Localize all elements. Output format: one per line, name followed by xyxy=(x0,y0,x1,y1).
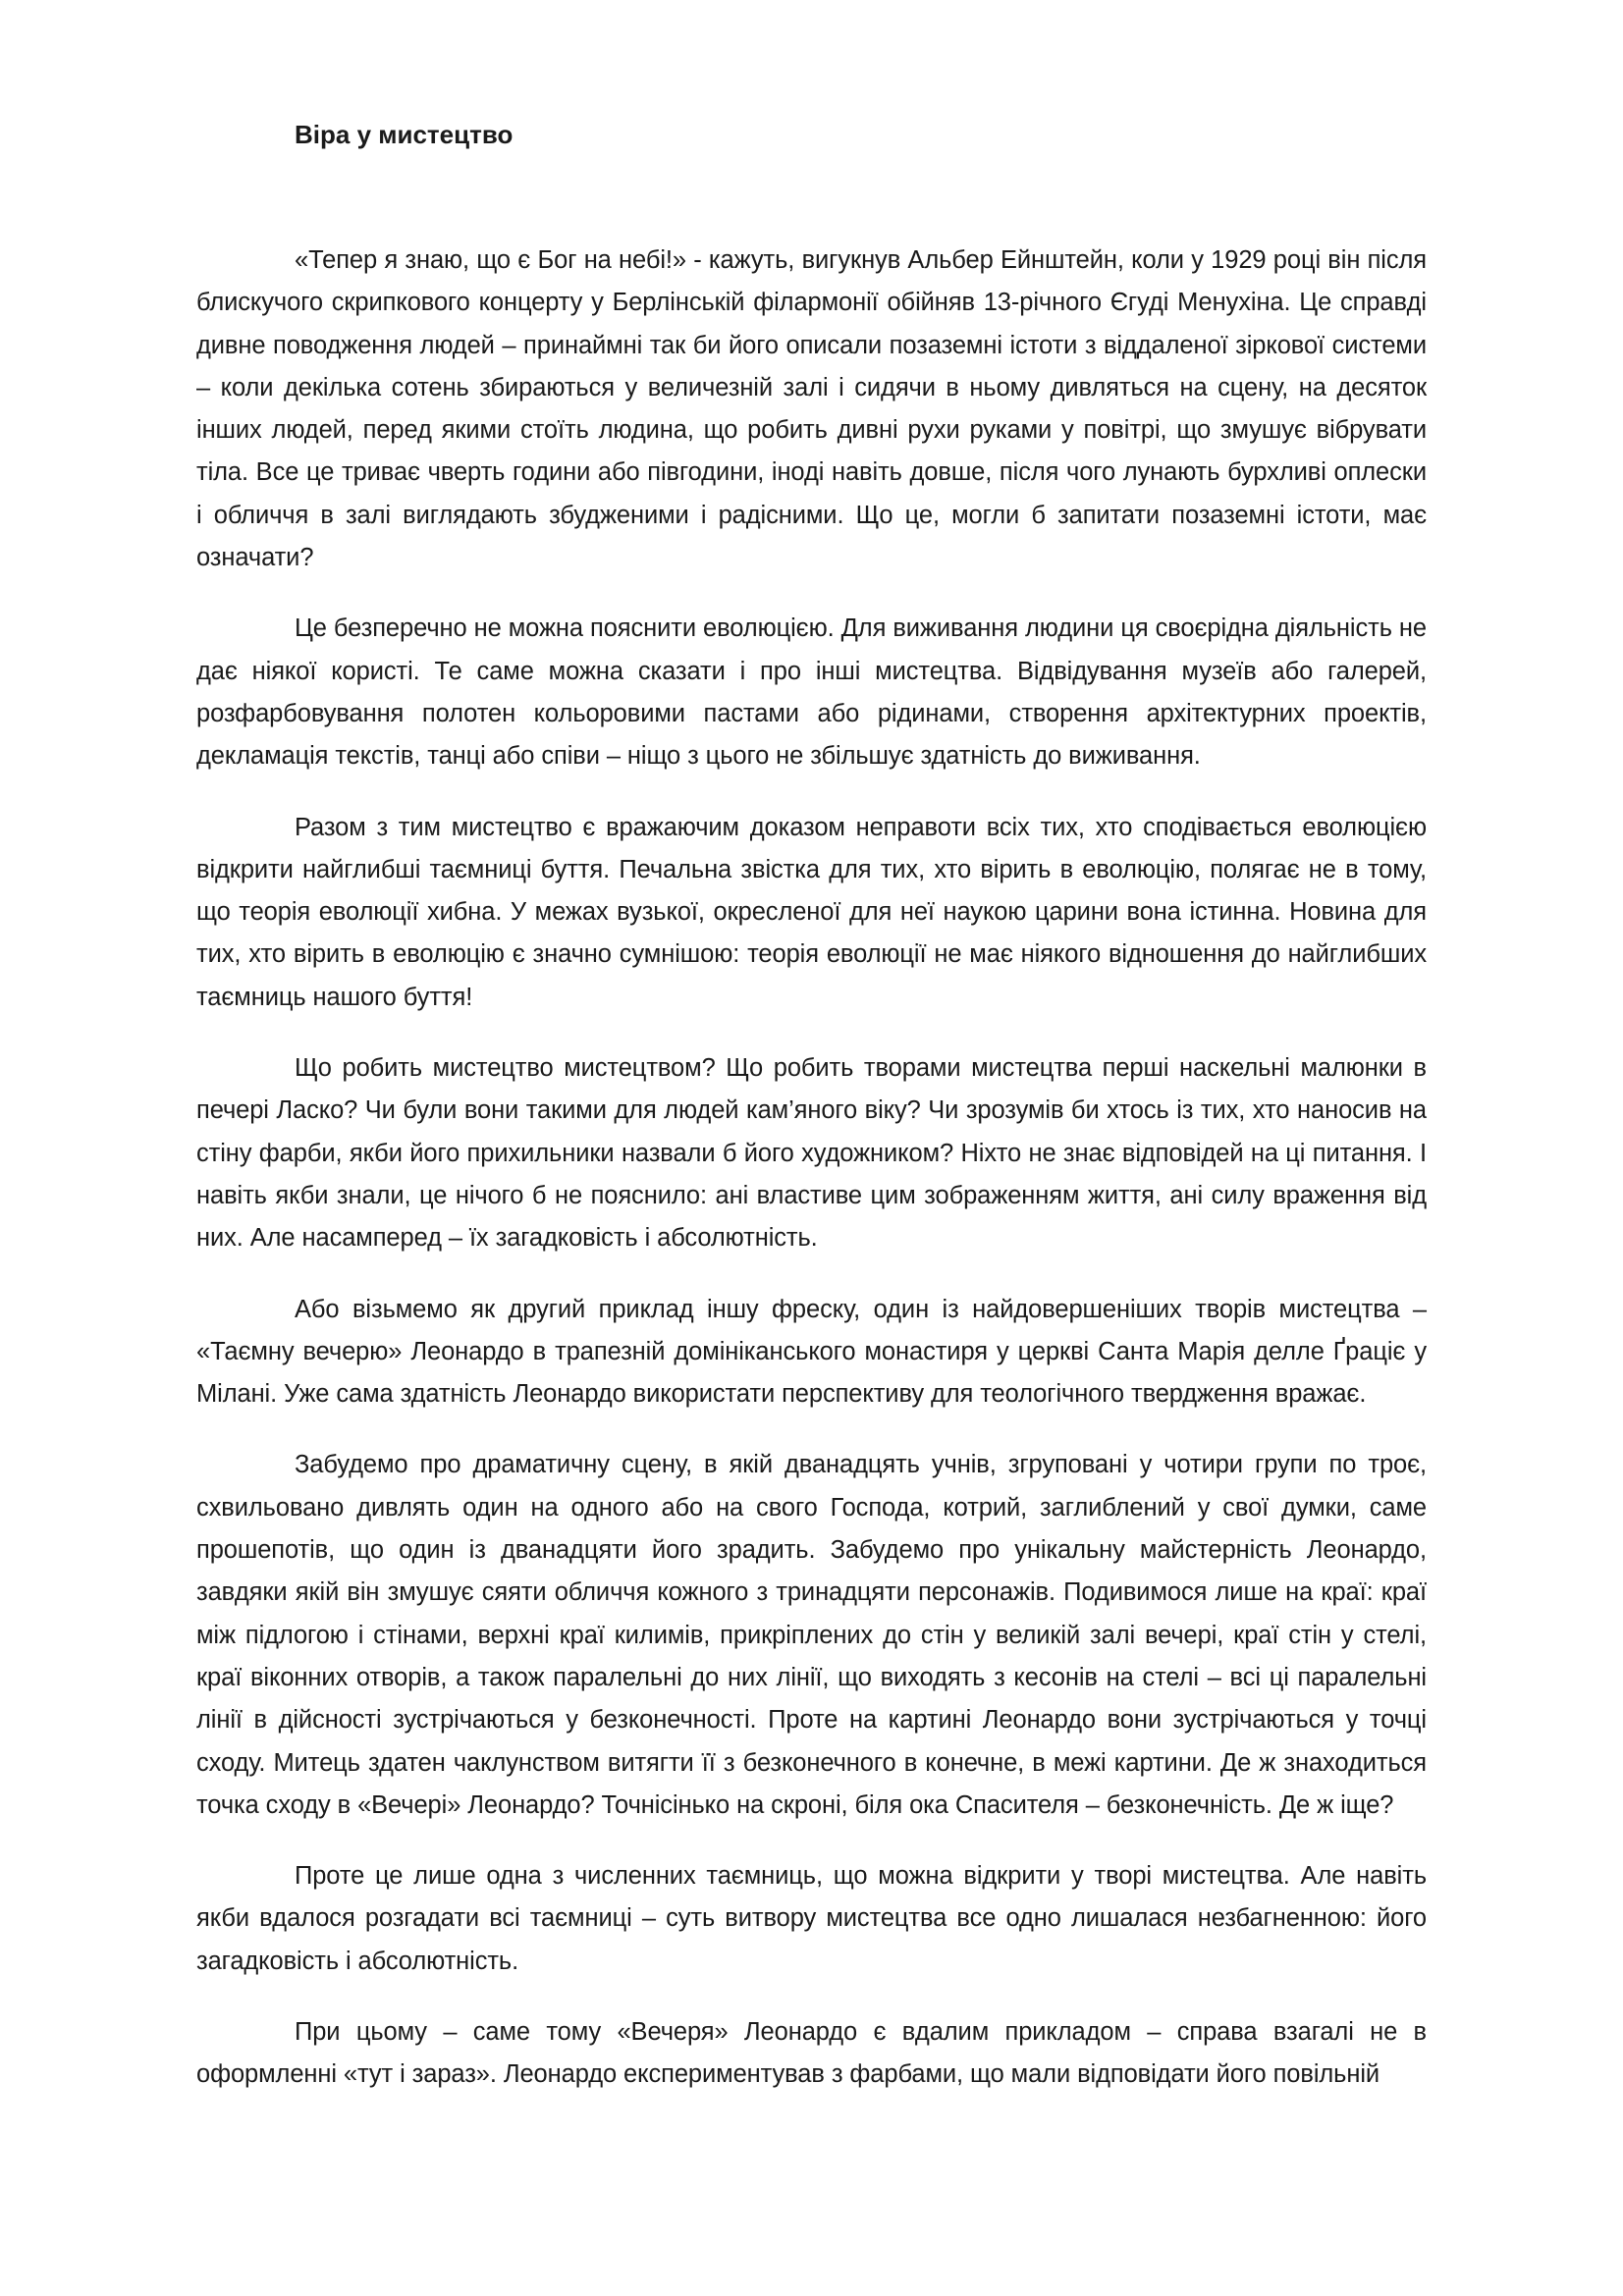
paragraph-4: Що робить мистецтво мистецтвом? Що робить творами мистецтва перші наскельні малюнки в печері Ласко? Чи були вони такими для людей кам’яного віку? Чи зрозумів би хтось із тих, хто наносив на стіну фарби, якби його прихильники назвали б його художником? Ніхто не знає відповідей на ці питання. І навіть якби знали, це нічого б не пояснило: ані властиве цим зображенням життя, ані силу враження від них. Але насамперед – їх загадковість і абсолютність. xyxy=(196,1054,1427,1253)
paragraph-1: «Тепер я знаю, що є Бог на небі!» - кажуть, вигукнув Альбер Ейнштейн, коли у 1929 році він після блискучого скрипкового концерту у Берлінській філармонії обійняв 13-річного Єгуді Менухіна. Це справді дивне поводження людей – принаймні так би його описали позаземні істоти з віддаленої зіркової системи – коли декілька сотень збираються у величезній залі і сидячи в ньому дивляться на сцену, на десяток інших людей, перед якими стоїть людина, що робить дивні рухи руками у повітрі, що змушує вібрувати тіла. Все це триває чверть години або півгодини, іноді навіть довше, після чого лунають бурхливі оплески і обличчя в залі виглядають збудженими і радісними. Що це, могли б запитати позаземні істоти, має означати? xyxy=(196,246,1427,572)
document-title: Віра у мистецтво xyxy=(295,120,514,149)
paragraph-3: Разом з тим мистецтво є вражаючим доказом неправоти всіх тих, хто сподівається еволюцією відкрити найглибші таємниці буття. Печальна звістка для тих, хто вірить в еволюцію, полягає не в тому, що теорія еволюції хибна. У межах вузької, окресленої для неї наукою царини вона істинна. Новина для тих, хто вірить в еволюцію є значно сумнішою: теорія еволюції не має ніякого відношення до найглибших таємниць нашого буття! xyxy=(196,813,1427,1011)
paragraph-6: Забудемо про драматичну сцену, в якій дванадцять учнів, згруповані у чотири групи по троє, схвильовано дивлять один на одного або на свого Господа, котрий, заглиблений у свої думки, саме прошепотів, що один із дванадцяти його зрадить. Забудемо про унікальну майстерність Леонардо, завдяки якій він змушує сяяти обличчя кожного з тринадцяти персонажів. Подивимося лише на краї: краї між підлогою і стінами, верхні краї килимів, прикріплених до стін у великій залі вечері, краї стін у стелі, краї віконних отворів, а також паралельні до них лінії, що виходять з кесонів на стелі – всі ці паралельні лінії в дійсності зустрічаються у безконечності. Проте на картині Леонардо вони зустрічаються у точці сходу. Митець здатен чаклунством витягти її з безконечного в конечне, в межі картини. Де ж знаходиться точка сходу в «Вечері» Леонардо? Точнісінько на скроні, біля ока Спасителя – безконечність. Де ж іще? xyxy=(196,1451,1427,1819)
paragraph-8: При цьому – саме тому «Вечеря» Леонардо є вдалим прикладом – справа взагалі не в оформленні «тут і зараз». Леонардо експериментував з фарбами, що мали відповідати його повільній xyxy=(196,2017,1427,2089)
paragraph-2: Це безперечно не можна пояснити еволюцією. Для виживання людини ця своєрідна діяльність не дає ніякої користі. Те саме можна сказати і про інші мистецтва. Відвідування музеїв або галерей, розфарбовування полотен кольоровими пастами або рідинами, створення архітектурних проектів, декламація текстів, танці або співи – ніщо з цього не збільшує здатність до виживання. xyxy=(196,614,1427,771)
document-body xyxy=(196,116,1427,2125)
paragraph-7: Проте це лише одна з численних таємниць, що можна відкрити у творі мистецтва. Але навіть якби вдалося розгадати всі таємниці – суть витвору мистецтва все одно лишалася незбагненною: його загадковість і абсолютність. xyxy=(196,1862,1427,1975)
paragraph-5: Або візьмемо як другий приклад іншу фреску, один із найдовершеніших творів мистецтва – «Таємну вечерю» Леонардо в трапезній домініканського монастиря у церкві Санта Марія делле Ґраціє у Мілані. Уже сама здатність Леонардо використати перспективу для теологічного твердження вражає. xyxy=(196,1295,1427,1409)
